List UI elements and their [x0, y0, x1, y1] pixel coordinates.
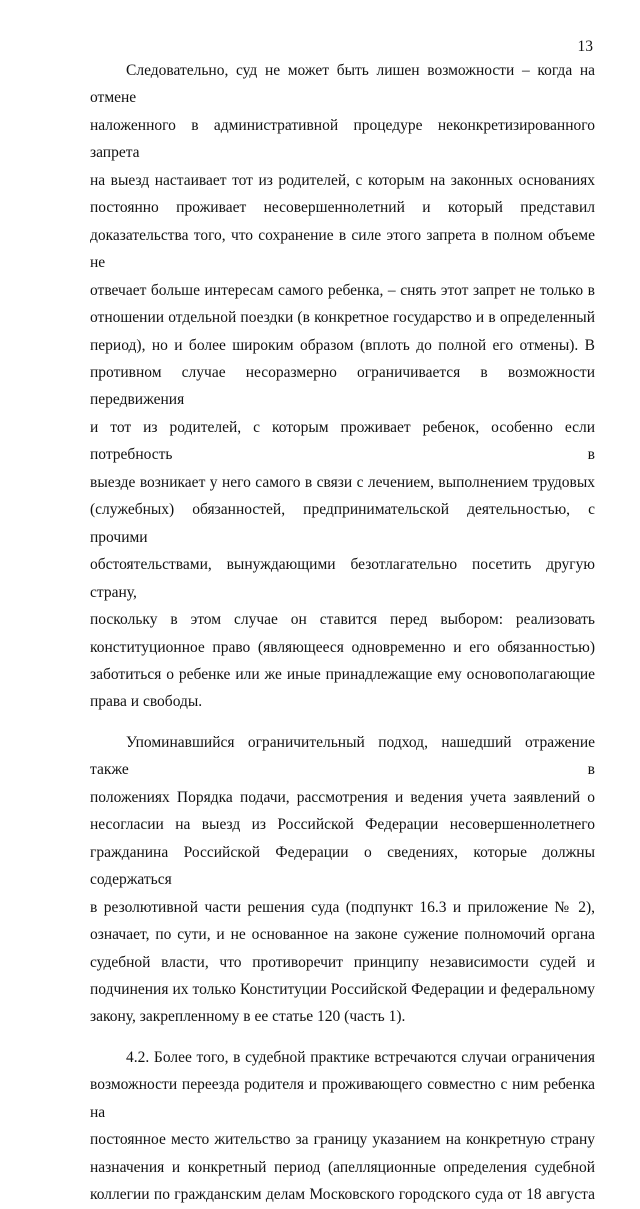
- text-line: Упоминавшийся ограничительный подход, нашедший отражение также в: [90, 733, 595, 779]
- text-line: Следовательно, суд не может быть лишен возможности – когда на отмене: [90, 62, 595, 107]
- page-number: 13: [577, 38, 593, 55]
- text-line: выезде возникает у него самого в связи с лечением, выполнением трудовых: [90, 473, 595, 491]
- text-line: поскольку в этом случае он ставится перед выбором: реализовать: [90, 611, 595, 629]
- text-line: и тот из родителей, с которым проживает ребенок, особенно если потребность в: [90, 418, 595, 464]
- text-line: судебной власти, что противоречит принципу независимости судей и: [90, 953, 595, 971]
- text-line: постоянно проживает несовершеннолетний и который представил: [90, 199, 595, 217]
- text-line: наложенного в административной процедуре неконкретизированного запрета: [90, 116, 595, 162]
- text-line: несогласии на выезд из Российской Федерации несовершеннолетнего: [90, 816, 595, 834]
- text-line: постоянное место жительство за границу указанием на конкретную страну: [90, 1131, 595, 1149]
- text-line: заботиться о ребенке или же иные принадлежащие ему основополагающие: [90, 665, 595, 683]
- paragraph: [90, 57, 595, 716]
- text-line: отвечает больше интересам самого ребенка, – снять этот запрет не только в: [90, 281, 595, 299]
- paragraph-gap: [90, 716, 595, 729]
- text-line: гражданина Российской Федерации о сведениях, которые должны содержаться: [90, 843, 595, 889]
- text-line: (служебных) обязанностей, предпринимательской деятельностью, с прочими: [90, 501, 595, 546]
- text-line: означает, по сути, и не основанное на законе сужение полномочий органа: [90, 926, 595, 944]
- text-line: конституционное право (являющееся одновременно и его обязанностью): [90, 638, 595, 656]
- text-line: 4.2. Более того, в судебной практике встречаются случаи ограничения: [126, 1048, 595, 1066]
- text-line: положениях Порядка подачи, рассмотрения и ведения учета заявлений о: [90, 788, 595, 806]
- text-line: на выезд настаивает тот из родителей, с которым на законных основаниях: [90, 171, 595, 189]
- document-body: [90, 57, 595, 1209]
- paragraph: [90, 1044, 595, 1209]
- text-line: противном случае несоразмерно ограничивается в возможности передвижения: [90, 363, 595, 409]
- text-line: доказательства того, что сохранение в силе этого запрета в полном объеме не: [90, 226, 595, 272]
- text-line: подчинения их только Конституции Российской Федерации и федеральному: [90, 980, 595, 998]
- text-line: назначения и конкретный период (апелляционные определения судебной: [90, 1158, 595, 1176]
- text-line: отношении отдельной поездки (в конкретное государство и в определенный: [90, 309, 595, 327]
- paragraph-gap: [90, 1031, 595, 1044]
- text-line: права и свободы.: [90, 693, 203, 711]
- text-line: в резолютивной части решения суда (подпункт 16.3 и приложение № 2),: [90, 898, 595, 916]
- text-line: возможности переезда родителя и проживающего совместно с ним ребенка на: [90, 1076, 595, 1121]
- paragraph: [90, 729, 595, 1031]
- text-line: закону, закрепленному в ее статье 120 (часть 1).: [90, 1008, 406, 1026]
- text-line: обстоятельствами, вынуждающими безотлагательно посетить другую страну,: [90, 556, 595, 601]
- text-line: период), но и более широким образом (вплоть до полной его отмены). В: [90, 336, 595, 354]
- text-line: коллегии по гражданским делам Московского городского суда от 18 августа: [90, 1186, 595, 1204]
